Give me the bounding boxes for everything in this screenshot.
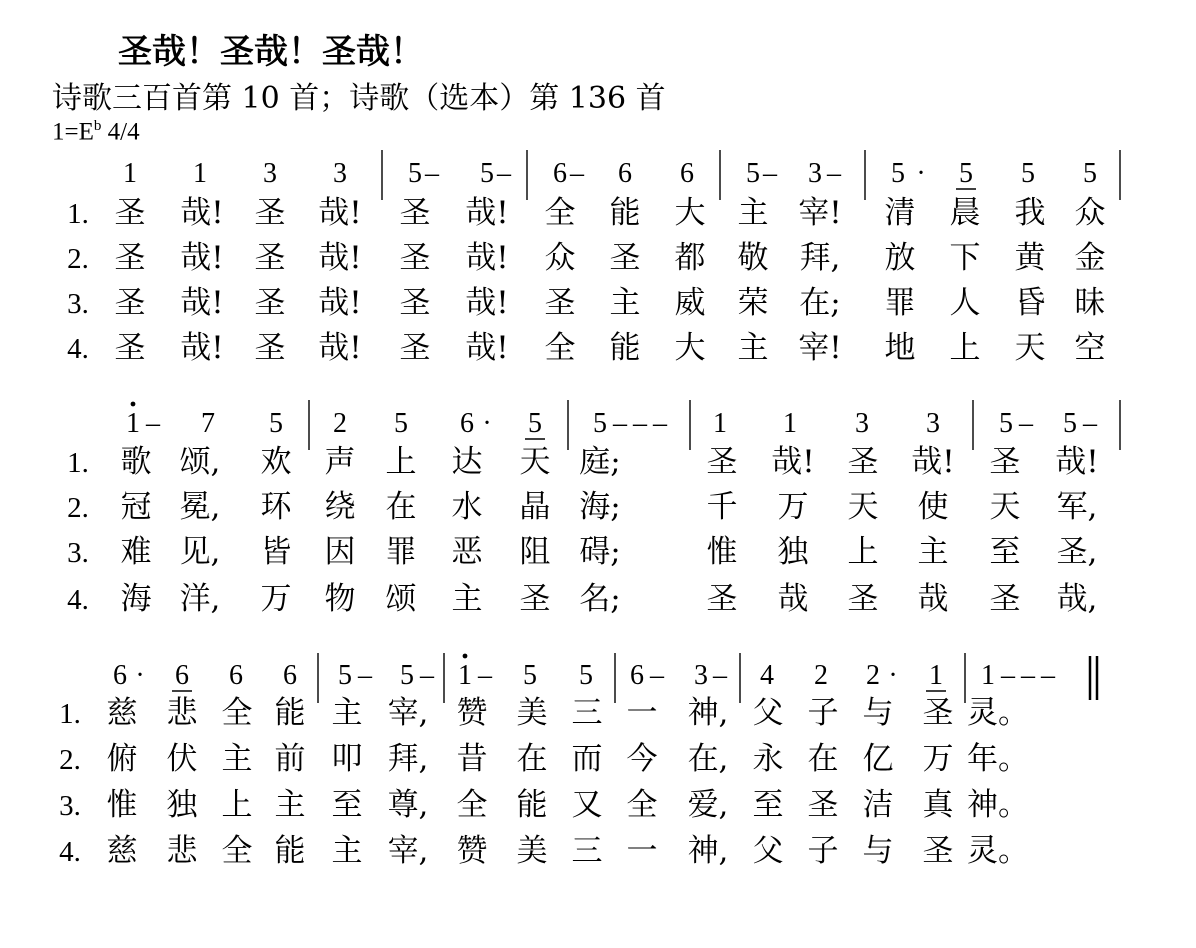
note: 5 (579, 660, 593, 691)
lyric-syllable: 颂 (385, 581, 417, 617)
key-accidental: b (93, 118, 102, 134)
lyric-syllable: 在 (807, 741, 839, 777)
note: 5 (338, 660, 352, 691)
lyric-syllable: 上 (385, 444, 417, 480)
lyric-syllable: 圣 (706, 444, 738, 480)
lyric-syllable: 全 (544, 195, 576, 231)
lyric-syllable: 物 (324, 581, 356, 617)
note: – (146, 408, 160, 439)
key-base: 1=E (52, 118, 94, 146)
lyric-syllable: 全 (221, 695, 253, 731)
lyric-syllable: 哉! (1055, 444, 1099, 480)
note: 3 (855, 408, 869, 439)
note: 5 (959, 158, 973, 189)
note: – (763, 158, 777, 189)
lyric-syllable: 罪 (385, 534, 417, 570)
lyric-syllable: 地 (884, 330, 916, 366)
lyric-syllable: 哉! (318, 195, 362, 231)
lyric-syllable: 冠 (120, 489, 152, 525)
lyric-syllable: 哉 (917, 581, 949, 617)
lyric-syllable: 与 (862, 695, 894, 731)
lyric-syllable: 能 (609, 195, 641, 231)
lyric-syllable: 下 (949, 240, 981, 276)
lyric-syllable: 冕, (179, 489, 221, 525)
note: – (827, 158, 841, 189)
lyric-syllable: 使 (917, 489, 949, 525)
lyric-syllable: 独 (777, 534, 809, 570)
lyric-syllable: 亿 (862, 741, 894, 777)
lyric-syllable: 在 (385, 489, 417, 525)
lyric-syllable: 圣 (807, 787, 839, 823)
note: 1 (713, 408, 727, 439)
note: 3 (926, 408, 940, 439)
lyric-syllable: 主 (274, 787, 306, 823)
lyric-syllable: 圣 (114, 285, 146, 321)
lyric-syllable: 因 (324, 534, 356, 570)
lyric-syllable: 军, (1056, 489, 1098, 525)
note: – (650, 660, 664, 691)
lyric-syllable: 真 (922, 787, 954, 823)
note: – (358, 660, 372, 691)
lyric-syllable: 碍; (579, 534, 621, 570)
lyric-syllable: 众 (544, 240, 576, 276)
lyric-syllable: 颂, (179, 444, 221, 480)
lyric-syllable: 圣 (847, 444, 879, 480)
lyric-syllable: 万 (922, 741, 954, 777)
lyric-syllable: 圣 (399, 285, 431, 321)
lyric-syllable: 洁 (862, 787, 894, 823)
lyric-syllable: 在 (516, 741, 548, 777)
lyric-syllable: 黄 (1014, 240, 1046, 276)
lyric-syllable: 前 (274, 741, 306, 777)
verse-number: 1. (59, 698, 81, 730)
note: 6 (229, 660, 243, 691)
lyric-syllable: 圣 (399, 330, 431, 366)
lyric-syllable: 圣 (989, 581, 1021, 617)
lyric-syllable: 圣 (544, 285, 576, 321)
lyric-syllable: 主 (331, 695, 363, 731)
verse-number: 2. (67, 492, 89, 524)
note: 3 (808, 158, 822, 189)
note: 1 (929, 660, 943, 691)
note: 5 (523, 660, 537, 691)
lyric-syllable: 哉! (771, 444, 815, 480)
lyric-syllable: 圣 (847, 581, 879, 617)
lyric-syllable: 在, (687, 741, 729, 777)
lyric-syllable: 圣 (254, 285, 286, 321)
lyric-syllable: 阻 (519, 534, 551, 570)
note: 6 (630, 660, 644, 691)
note: – (1041, 660, 1055, 691)
lyric-syllable: 圣 (922, 695, 954, 731)
note: 5 (1083, 158, 1097, 189)
lyric-syllable: 万 (260, 581, 292, 617)
note: 7 (201, 408, 215, 439)
note: 1 (783, 408, 797, 439)
lyric-syllable: 人 (949, 285, 981, 321)
lyric-syllable: 见, (179, 534, 221, 570)
note: – (633, 408, 647, 439)
lyric-syllable: 水 (451, 489, 483, 525)
note: 5 (1063, 408, 1077, 439)
lyric-syllable: 赞 (456, 695, 488, 731)
lyric-syllable: 圣 (399, 195, 431, 231)
lyric-syllable: 晶 (519, 489, 551, 525)
lyric-syllable: 至 (989, 534, 1021, 570)
lyric-syllable: 一 (626, 833, 658, 869)
note: – (1083, 408, 1097, 439)
lyric-syllable: 圣 (922, 833, 954, 869)
lyric-syllable: 至 (752, 787, 784, 823)
verse-number: 1. (67, 198, 89, 230)
lyric-syllable: 主 (737, 195, 769, 231)
lyric-syllable: 天 (519, 444, 551, 480)
lyric-syllable: 大 (674, 330, 706, 366)
lyric-syllable: 哉! (318, 330, 362, 366)
lyric-syllable: 而 (571, 741, 603, 777)
note: 5 (746, 158, 760, 189)
note: · (888, 660, 898, 691)
note: 5 (480, 158, 494, 189)
note: 2 (333, 408, 347, 439)
note: 6 (680, 158, 694, 189)
lyric-syllable: 圣 (399, 240, 431, 276)
note: 1 (193, 158, 207, 189)
lyric-syllable: 赞 (456, 833, 488, 869)
lyric-syllable: 天 (1014, 330, 1046, 366)
lyric-syllable: 圣 (989, 444, 1021, 480)
lyric-syllable: 哉! (318, 240, 362, 276)
verse-number: 4. (67, 333, 89, 365)
lyric-syllable: 圣 (254, 240, 286, 276)
lyric-syllable: 能 (609, 330, 641, 366)
lyric-syllable: 环 (260, 489, 292, 525)
lyric-syllable: 庭; (579, 444, 621, 480)
note: 3 (263, 158, 277, 189)
lyric-syllable: 圣 (519, 581, 551, 617)
lyric-syllable: 威 (674, 285, 706, 321)
lyric-syllable: 惟 (706, 534, 738, 570)
lyric-syllable: 能 (516, 787, 548, 823)
lyric-syllable: 在; (799, 285, 841, 321)
lyric-syllable: 主 (331, 833, 363, 869)
lyric-syllable: 圣 (114, 240, 146, 276)
lyric-syllable: 宰, (387, 833, 429, 869)
lyric-syllable: 放 (884, 240, 916, 276)
lyric-syllable: 三 (571, 833, 603, 869)
lyric-syllable: 神。 (967, 787, 1029, 823)
note: 5 (528, 408, 542, 439)
lyric-syllable: 一 (626, 695, 658, 731)
lyric-syllable: 罪 (884, 285, 916, 321)
lyric-syllable: 天 (847, 489, 879, 525)
note: 5 (269, 408, 283, 439)
lyric-syllable: 圣 (114, 195, 146, 231)
octave-dot (463, 654, 468, 659)
note: – (713, 660, 727, 691)
lyric-syllable: 哉! (180, 330, 224, 366)
note: – (1019, 408, 1033, 439)
lyric-syllable: 今 (626, 741, 658, 777)
lyric-syllable: 我 (1014, 195, 1046, 231)
note: – (497, 158, 511, 189)
note: – (1021, 660, 1035, 691)
lyric-syllable: 圣, (1056, 534, 1098, 570)
lyric-syllable: 歌 (120, 444, 152, 480)
lyric-syllable: 圣 (254, 330, 286, 366)
lyric-syllable: 上 (847, 534, 879, 570)
lyric-syllable: 荣 (737, 285, 769, 321)
note: 5 (593, 408, 607, 439)
lyric-syllable: 又 (571, 787, 603, 823)
lyric-syllable: 灵。 (967, 695, 1029, 731)
lyric-syllable: 金 (1074, 240, 1106, 276)
lyric-syllable: 慈 (106, 695, 138, 731)
lyric-syllable: 哉, (1056, 581, 1098, 617)
lyric-syllable: 洋, (179, 581, 221, 617)
lyric-syllable: 俯 (106, 741, 138, 777)
lyric-syllable: 大 (674, 195, 706, 231)
lyric-syllable: 尊, (387, 787, 429, 823)
lyric-syllable: 圣 (254, 195, 286, 231)
lyric-syllable: 能 (274, 833, 306, 869)
lyric-syllable: 哉 (777, 581, 809, 617)
lyric-syllable: 全 (626, 787, 658, 823)
lyric-syllable: 欢 (260, 444, 292, 480)
time-signature: 4/4 (107, 118, 140, 146)
lyric-syllable: 恶 (451, 534, 483, 570)
lyric-syllable: 父 (752, 695, 784, 731)
lyric-syllable: 灵。 (967, 833, 1029, 869)
lyric-syllable: 美 (516, 833, 548, 869)
lyric-syllable: 悲 (166, 695, 198, 731)
note: – (420, 660, 434, 691)
lyric-syllable: 哉! (180, 195, 224, 231)
lyric-syllable: 圣 (114, 330, 146, 366)
lyric-syllable: 三 (571, 695, 603, 731)
lyric-syllable: 拜, (387, 741, 429, 777)
note: 6 (553, 158, 567, 189)
lyric-syllable: 哉! (465, 285, 509, 321)
note: 1 (981, 660, 995, 691)
lyric-syllable: 神, (687, 833, 729, 869)
note: 5 (999, 408, 1013, 439)
note: · (916, 158, 926, 189)
note: 6 (618, 158, 632, 189)
lyric-syllable: 上 (949, 330, 981, 366)
verse-number: 4. (67, 584, 89, 616)
note: 3 (333, 158, 347, 189)
note: – (478, 660, 492, 691)
verse-number: 2. (59, 744, 81, 776)
lyric-syllable: 昔 (456, 741, 488, 777)
lyric-syllable: 上 (221, 787, 253, 823)
verse-number: 2. (67, 243, 89, 275)
lyric-syllable: 伏 (166, 741, 198, 777)
note: – (1001, 660, 1015, 691)
lyric-syllable: 主 (221, 741, 253, 777)
lyric-syllable: 神, (687, 695, 729, 731)
lyric-syllable: 全 (544, 330, 576, 366)
lyric-syllable: 子 (807, 695, 839, 731)
lyric-syllable: 宰! (798, 195, 842, 231)
note: · (482, 408, 492, 439)
lyric-syllable: 叩 (331, 741, 363, 777)
lyric-syllable: 宰, (387, 695, 429, 731)
lyric-syllable: 哉! (180, 285, 224, 321)
lyric-syllable: 难 (120, 534, 152, 570)
lyric-syllable: 哉! (465, 240, 509, 276)
lyric-syllable: 子 (807, 833, 839, 869)
lyric-syllable: 昧 (1074, 285, 1106, 321)
lyric-syllable: 宰! (798, 330, 842, 366)
lyric-syllable: 昏 (1014, 285, 1046, 321)
lyric-syllable: 哉! (180, 240, 224, 276)
note: 6 (113, 660, 127, 691)
lyric-syllable: 圣 (609, 240, 641, 276)
lyric-syllable: 圣 (706, 581, 738, 617)
lyric-syllable: 绕 (324, 489, 356, 525)
lyric-syllable: 年。 (967, 741, 1029, 777)
lyric-syllable: 名; (579, 581, 621, 617)
lyric-syllable: 海 (120, 581, 152, 617)
lyric-syllable: 哉! (465, 195, 509, 231)
lyric-syllable: 美 (516, 695, 548, 731)
note: 1 (123, 158, 137, 189)
verse-number: 1. (67, 447, 89, 479)
lyric-syllable: 哉! (318, 285, 362, 321)
note: 5 (400, 660, 414, 691)
lyric-syllable: 千 (706, 489, 738, 525)
hymn-title: 圣哉！圣哉！圣哉！ (118, 32, 424, 72)
lyric-syllable: 达 (451, 444, 483, 480)
lyric-syllable: 晨 (949, 195, 981, 231)
lyric-syllable: 敬 (737, 240, 769, 276)
lyric-syllable: 全 (456, 787, 488, 823)
note: 1 (126, 408, 140, 439)
note: 4 (760, 660, 774, 691)
lyric-syllable: 清 (884, 195, 916, 231)
lyric-syllable: 主 (609, 285, 641, 321)
lyric-syllable: 都 (674, 240, 706, 276)
lyric-syllable: 天 (989, 489, 1021, 525)
note: 5 (394, 408, 408, 439)
note: 5 (408, 158, 422, 189)
lyric-syllable: 海; (579, 489, 621, 525)
lyric-syllable: 至 (331, 787, 363, 823)
lyric-syllable: 哉! (911, 444, 955, 480)
note: – (570, 158, 584, 189)
octave-dot (131, 402, 136, 407)
lyric-syllable: 主 (451, 581, 483, 617)
note: – (425, 158, 439, 189)
lyric-syllable: 拜, (799, 240, 841, 276)
note: 6 (175, 660, 189, 691)
lyric-syllable: 皆 (260, 534, 292, 570)
lyric-syllable: 空 (1074, 330, 1106, 366)
lyric-syllable: 父 (752, 833, 784, 869)
verse-number: 4. (59, 836, 81, 868)
lyric-syllable: 能 (274, 695, 306, 731)
note: · (135, 660, 145, 691)
lyric-syllable: 慈 (106, 833, 138, 869)
note: – (613, 408, 627, 439)
lyric-syllable: 主 (737, 330, 769, 366)
lyric-syllable: 爱, (687, 787, 729, 823)
verse-number: 3. (67, 537, 89, 569)
note: 6 (283, 660, 297, 691)
note: 5 (1021, 158, 1035, 189)
note: – (653, 408, 667, 439)
hymn-source: 诗歌三百首第 10 首；诗歌（选本）第 136 首 (52, 81, 666, 116)
lyric-syllable: 悲 (166, 833, 198, 869)
lyric-syllable: 主 (917, 534, 949, 570)
verse-number: 3. (67, 288, 89, 320)
lyric-syllable: 与 (862, 833, 894, 869)
note: 5 (891, 158, 905, 189)
lyric-syllable: 哉! (465, 330, 509, 366)
lyric-syllable: 声 (324, 444, 356, 480)
note: 2 (814, 660, 828, 691)
lyric-syllable: 永 (752, 741, 784, 777)
note: 3 (694, 660, 708, 691)
note: 1 (458, 660, 472, 691)
note: 6 (460, 408, 474, 439)
note: 2 (866, 660, 880, 691)
lyric-syllable: 众 (1074, 195, 1106, 231)
lyric-syllable: 独 (166, 787, 198, 823)
lyric-syllable: 惟 (106, 787, 138, 823)
verse-number: 3. (59, 790, 81, 822)
lyric-syllable: 全 (221, 833, 253, 869)
lyric-syllable: 万 (777, 489, 809, 525)
